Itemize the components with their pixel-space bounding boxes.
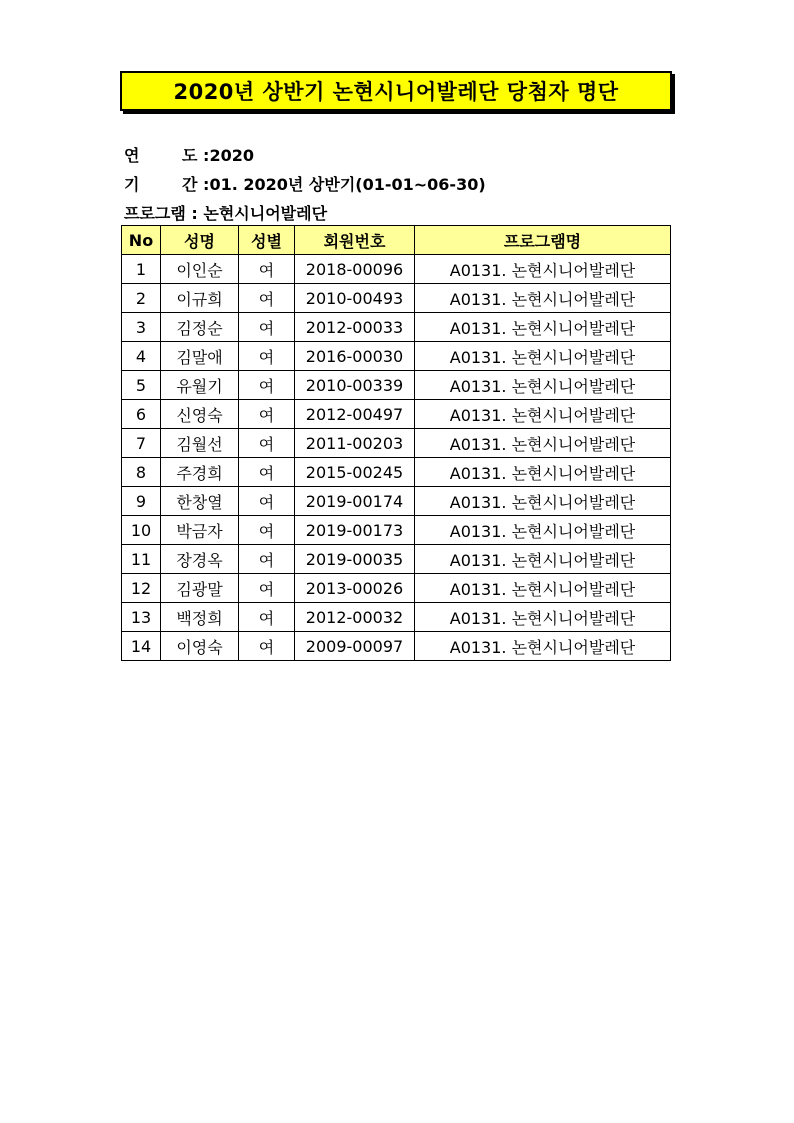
cell-member-id: 2016-00030	[295, 342, 415, 371]
cell-gender: 여	[239, 313, 295, 342]
cell-no: 12	[122, 574, 161, 603]
cell-gender: 여	[239, 632, 295, 661]
year-value: 2020	[209, 146, 254, 165]
table-row	[122, 574, 671, 603]
cell-no: 5	[122, 371, 161, 400]
header-program: 프로그램명	[415, 226, 671, 255]
cell-gender: 여	[239, 516, 295, 545]
cell-name: 이영숙	[161, 632, 239, 661]
cell-name: 주경희	[161, 458, 239, 487]
cell-member-id: 2012-00032	[295, 603, 415, 632]
cell-name: 장경옥	[161, 545, 239, 574]
cell-member-id: 2011-00203	[295, 429, 415, 458]
cell-no: 3	[122, 313, 161, 342]
year-label-suffix: 도 :	[182, 146, 210, 165]
cell-program: A0131. 논현시니어발레단	[415, 603, 671, 632]
winners-table	[121, 225, 671, 661]
period-label-suffix: 간 :	[182, 175, 210, 194]
table-row	[122, 284, 671, 313]
cell-program: A0131. 논현시니어발레단	[415, 516, 671, 545]
cell-member-id: 2010-00493	[295, 284, 415, 313]
cell-no: 8	[122, 458, 161, 487]
cell-name: 한창열	[161, 487, 239, 516]
cell-member-id: 2009-00097	[295, 632, 415, 661]
cell-program: A0131. 논현시니어발레단	[415, 255, 671, 284]
cell-gender: 여	[239, 284, 295, 313]
cell-member-id: 2015-00245	[295, 458, 415, 487]
header-name: 성명	[161, 226, 239, 255]
cell-member-id: 2019-00173	[295, 516, 415, 545]
cell-gender: 여	[239, 255, 295, 284]
cell-no: 13	[122, 603, 161, 632]
cell-program: A0131. 논현시니어발레단	[415, 487, 671, 516]
cell-program: A0131. 논현시니어발레단	[415, 371, 671, 400]
cell-gender: 여	[239, 574, 295, 603]
year-line	[124, 143, 254, 166]
cell-gender: 여	[239, 545, 295, 574]
program-value: 논현시니어발레단	[203, 204, 328, 223]
cell-name: 유월기	[161, 371, 239, 400]
cell-no: 6	[122, 400, 161, 429]
table-row	[122, 342, 671, 371]
cell-gender: 여	[239, 371, 295, 400]
header-gender: 성별	[239, 226, 295, 255]
table-row	[122, 371, 671, 400]
cell-name: 박금자	[161, 516, 239, 545]
cell-no: 14	[122, 632, 161, 661]
cell-no: 10	[122, 516, 161, 545]
cell-name: 신영숙	[161, 400, 239, 429]
cell-name: 김광말	[161, 574, 239, 603]
cell-name: 백정희	[161, 603, 239, 632]
cell-member-id: 2018-00096	[295, 255, 415, 284]
program-label: 프로그램 :	[124, 204, 204, 223]
header-member-id: 회원번호	[295, 226, 415, 255]
period-line	[124, 172, 486, 195]
cell-program: A0131. 논현시니어발레단	[415, 284, 671, 313]
year-label: 연	[124, 146, 140, 165]
cell-no: 7	[122, 429, 161, 458]
cell-gender: 여	[239, 342, 295, 371]
cell-gender: 여	[239, 603, 295, 632]
cell-no: 11	[122, 545, 161, 574]
page-title: 2020년 상반기 논현시니어발레단 당첨자 명단	[120, 71, 672, 111]
cell-member-id: 2012-00497	[295, 400, 415, 429]
cell-no: 1	[122, 255, 161, 284]
table-row	[122, 545, 671, 574]
period-label: 기	[124, 175, 140, 194]
cell-member-id: 2010-00339	[295, 371, 415, 400]
cell-name: 김말애	[161, 342, 239, 371]
table-row	[122, 516, 671, 545]
cell-member-id: 2019-00035	[295, 545, 415, 574]
period-value: 01. 2020년 상반기(01-01~06-30)	[209, 175, 486, 194]
table-row	[122, 487, 671, 516]
cell-name: 이인순	[161, 255, 239, 284]
cell-name: 김월선	[161, 429, 239, 458]
table-row	[122, 632, 671, 661]
cell-no: 9	[122, 487, 161, 516]
table-row	[122, 400, 671, 429]
table-row	[122, 313, 671, 342]
cell-program: A0131. 논현시니어발레단	[415, 458, 671, 487]
cell-program: A0131. 논현시니어발레단	[415, 400, 671, 429]
cell-gender: 여	[239, 429, 295, 458]
cell-gender: 여	[239, 487, 295, 516]
cell-name: 이규희	[161, 284, 239, 313]
cell-gender: 여	[239, 400, 295, 429]
table-row	[122, 429, 671, 458]
cell-program: A0131. 논현시니어발레단	[415, 632, 671, 661]
cell-member-id: 2019-00174	[295, 487, 415, 516]
program-line	[124, 201, 327, 224]
table-row	[122, 603, 671, 632]
cell-no: 4	[122, 342, 161, 371]
cell-program: A0131. 논현시니어발레단	[415, 574, 671, 603]
cell-program: A0131. 논현시니어발레단	[415, 342, 671, 371]
table-row	[122, 255, 671, 284]
table-row	[122, 458, 671, 487]
table-header-row	[122, 226, 671, 255]
cell-program: A0131. 논현시니어발레단	[415, 429, 671, 458]
cell-name: 김정순	[161, 313, 239, 342]
header-no: No	[122, 226, 161, 255]
cell-no: 2	[122, 284, 161, 313]
cell-member-id: 2012-00033	[295, 313, 415, 342]
cell-program: A0131. 논현시니어발레단	[415, 313, 671, 342]
cell-member-id: 2013-00026	[295, 574, 415, 603]
cell-program: A0131. 논현시니어발레단	[415, 545, 671, 574]
cell-gender: 여	[239, 458, 295, 487]
